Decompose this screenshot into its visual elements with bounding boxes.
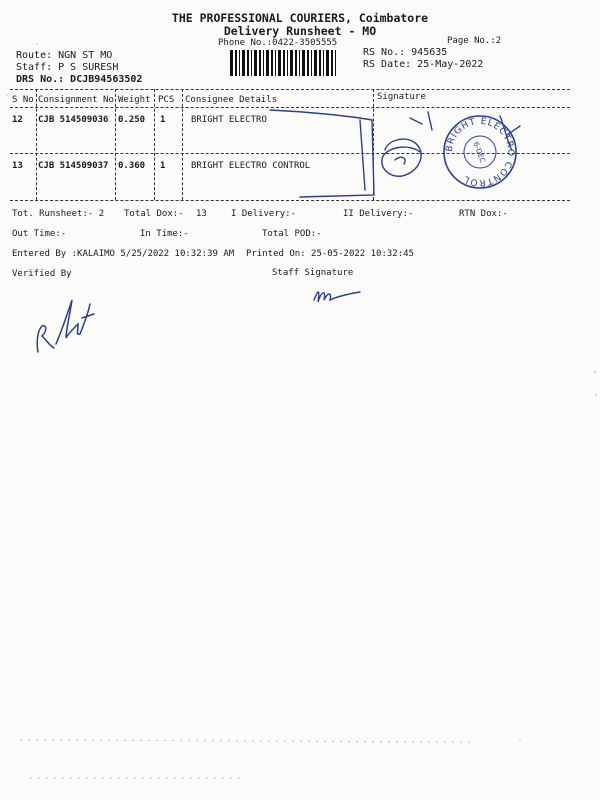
column-header-sno: S No <box>12 95 34 105</box>
column-header-consignment: Consignment No <box>38 95 114 105</box>
page-subtitle: Delivery Runsheet - MO <box>223 24 377 38</box>
in-time: In Time:- <box>140 229 189 239</box>
row-weight: 0.360 <box>118 161 146 171</box>
page-number: Page No.:2 <box>447 36 502 46</box>
column-header-consignee: Consignee Details <box>185 95 278 105</box>
total-runsheet: Tot. Runsheet:- 2 <box>12 209 105 219</box>
rtn-dox: RTN Dox:- <box>459 209 508 219</box>
i-delivery: I Delivery:- <box>231 209 297 219</box>
stamp-text: BRIGHT ELECTRO CONTROL <box>444 116 516 188</box>
column-header-pcs: PCS <box>158 95 175 105</box>
page-title: THE PROFESSIONAL COURIERS, Coimbatore <box>171 11 429 25</box>
row-weight: 0.250 <box>118 115 146 125</box>
verified-by-label: Verified By <box>12 269 72 279</box>
printed-on: Printed On: 25-05-2022 10:32:45 <box>246 249 414 259</box>
row-consignee: BRIGHT ELECTRO <box>191 115 267 125</box>
row-sno: 13 <box>12 161 23 171</box>
total-pod: Total POD:- <box>262 229 322 239</box>
route-label: Route: NGN ST MO <box>16 50 113 61</box>
staff-signature-label: Staff Signature <box>272 268 354 278</box>
column-header-signature: Signature <box>377 92 426 102</box>
rs-number: RS No.: 945635 <box>363 47 448 58</box>
row-pcs: 1 <box>160 115 166 125</box>
column-header-weight: Weight <box>118 95 151 105</box>
drs-number: DRS No.: DCJB94563502 <box>16 74 143 85</box>
total-dox-value: 13 <box>196 209 207 219</box>
row-sno: 12 <box>12 115 23 125</box>
out-time: Out Time:- <box>12 229 67 239</box>
row-pcs: 1 <box>160 161 166 171</box>
rs-date: RS Date: 25-May-2022 <box>363 59 484 70</box>
ii-delivery: II Delivery:- <box>343 209 414 219</box>
total-dox-label: Total Dox:- <box>124 209 184 219</box>
phone-number: Phone No.:0422-3505555 <box>218 38 338 48</box>
row-consignee: BRIGHT ELECTRO CONTROL <box>191 161 311 171</box>
stamp-date: 6-DEC <box>471 140 487 164</box>
entered-by: Entered By :KALAIMO 5/25/2022 10:32:39 AM <box>12 249 235 259</box>
row-consignment-no: CJB 514509037 <box>38 161 109 171</box>
row-consignment-no: CJB 514509036 <box>38 115 109 125</box>
staff-label: Staff: P S SURESH <box>16 62 119 73</box>
